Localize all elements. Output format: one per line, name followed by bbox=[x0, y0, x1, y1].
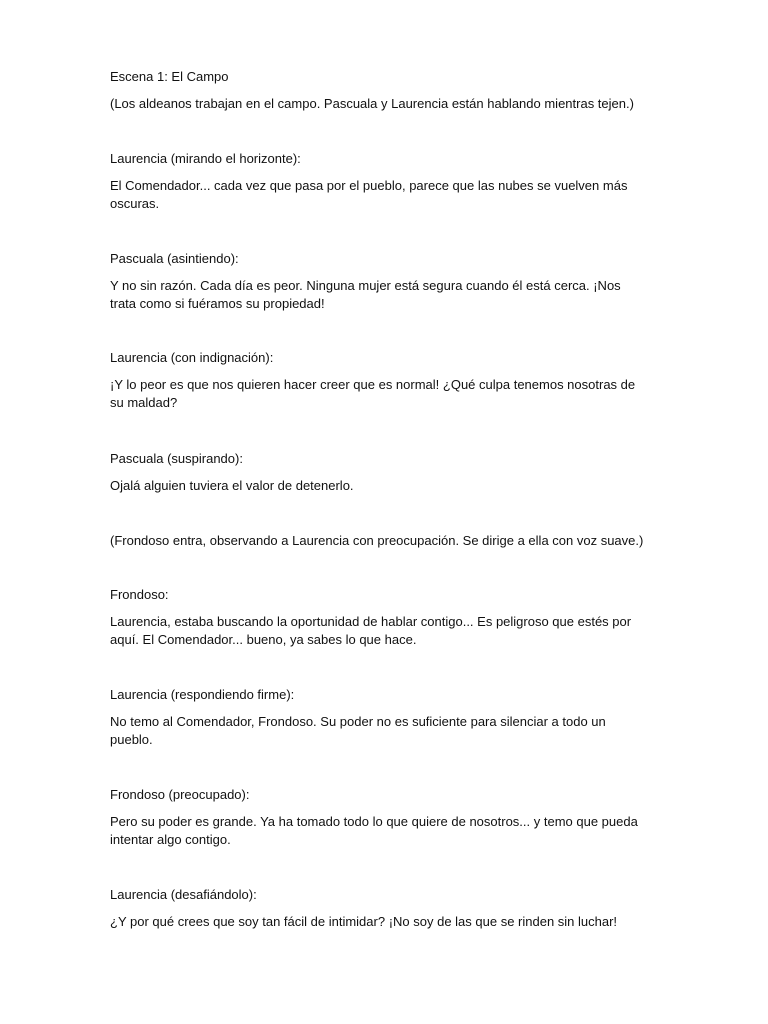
dialogue-line: No temo al Comendador, Frondoso. Su poder no es suficiente para silenciar a todo un pueblo. bbox=[110, 714, 606, 747]
dialogue-line: ¡Y lo peor es que nos quieren hacer creer que es normal! ¿Qué culpa tenemos nosotras de su maldad? bbox=[110, 377, 636, 410]
speaker-label: Frondoso: bbox=[110, 587, 169, 602]
stage-direction: (Los aldeanos trabajan en el campo. Pascuala y Laurencia están hablando mientras tejen.) bbox=[110, 96, 634, 111]
speaker-label: Laurencia (desafiándolo): bbox=[110, 887, 257, 902]
scene-title: Escena 1: El Campo bbox=[110, 69, 229, 84]
stage-direction: (Frondoso entra, observando a Laurencia con preocupación. Se dirige a ella con voz suave.) bbox=[110, 533, 644, 548]
speaker-label: Laurencia (con indignación): bbox=[110, 350, 274, 365]
dialogue-line: Y no sin razón. Cada día es peor. Ninguna mujer está segura cuando él está cerca. ¡Nos trata como si fuéramos su propiedad! bbox=[110, 278, 621, 311]
speaker-label: Laurencia (respondiendo firme): bbox=[110, 687, 295, 702]
speaker-label: Pascuala (asintiendo): bbox=[110, 251, 239, 266]
dialogue-line: El Comendador... cada vez que pasa por el pueblo, parece que las nubes se vuelven más oscuras. bbox=[110, 178, 628, 211]
dialogue-line: ¿Y por qué crees que soy tan fácil de intimidar? ¡No soy de las que se rinden sin luchar! bbox=[110, 914, 618, 929]
speaker-label: Pascuala (suspirando): bbox=[110, 451, 243, 466]
speaker-label: Frondoso (preocupado): bbox=[110, 787, 250, 802]
dialogue-line: Ojalá alguien tuviera el valor de detenerlo. bbox=[110, 478, 354, 493]
dialogue-line: Pero su poder es grande. Ya ha tomado todo lo que quiere de nosotros... y temo que pueda intentar algo contigo. bbox=[110, 814, 638, 847]
speaker-label: Laurencia (mirando el horizonte): bbox=[110, 151, 301, 166]
dialogue-line: Laurencia, estaba buscando la oportunidad de hablar contigo... Es peligroso que estés por aquí. El Comendador... bueno, ya sabes lo que hace. bbox=[110, 614, 632, 647]
